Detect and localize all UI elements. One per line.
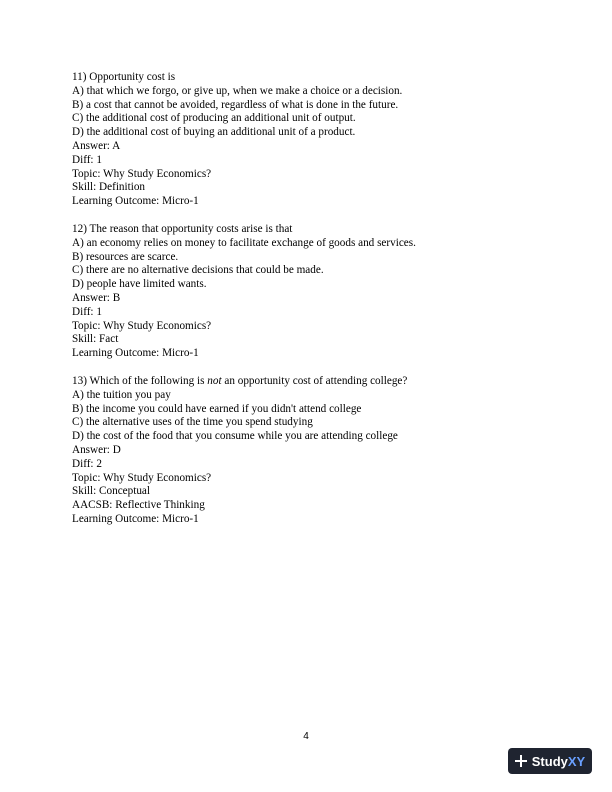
plus-icon [515, 755, 527, 767]
topic-line: Topic: Why Study Economics? [72, 167, 212, 180]
option-a: A) an economy relies on money to facilitate exchange of goods and services. [72, 236, 416, 249]
question-prompt: 11) Opportunity cost is [72, 71, 176, 83]
difficulty-line: Diff: 1 [72, 305, 102, 318]
option-c: C) the alternative uses of the time you spend studying [72, 416, 313, 429]
option-b: B) a cost that cannot be avoided, regardless of what is done in the future. [72, 98, 399, 111]
prompt-end: an opportunity cost of attending college? [221, 375, 408, 387]
answer-line: Answer: D [72, 443, 121, 456]
prompt-start: 13) Which of the following is [72, 375, 208, 387]
option-d: D) the cost of the food that you consume while you are attending college [72, 430, 398, 443]
difficulty-line: Diff: 2 [72, 457, 102, 470]
skill-line: Skill: Conceptual [72, 485, 150, 498]
studyxy-badge[interactable] [508, 748, 592, 774]
option-a: A) the tuition you pay [72, 388, 171, 401]
brand-name [532, 754, 585, 769]
question-11 [72, 71, 532, 209]
question-12 [72, 223, 532, 361]
option-b: B) the income you could have earned if you didn't attend college [72, 402, 362, 415]
topic-line: Topic: Why Study Economics? [72, 471, 212, 484]
option-a: A) that which we forgo, or give up, when we make a choice or a decision. [72, 84, 403, 97]
prompt-emphasis: not [207, 375, 222, 387]
option-d: D) the additional cost of buying an additional unit of a product. [72, 126, 356, 139]
answer-line: Answer: B [72, 291, 121, 304]
brand-name-accent: XY [567, 753, 586, 769]
learning-outcome-line: Learning Outcome: Micro-1 [72, 195, 199, 208]
answer-line: Answer: A [72, 139, 121, 152]
option-c: C) the additional cost of producing an additional unit of output. [72, 112, 356, 125]
brand-name-primary: Study [531, 753, 568, 769]
question-prompt [72, 375, 532, 389]
learning-outcome-line: Learning Outcome: Micro-1 [72, 512, 199, 525]
page-number: 4 [303, 731, 309, 742]
difficulty-line: Diff: 1 [72, 153, 102, 166]
option-d: D) people have limited wants. [72, 278, 207, 291]
option-c: C) there are no alternative decisions that could be made. [72, 264, 324, 277]
skill-line: Skill: Definition [72, 181, 146, 194]
topic-line: Topic: Why Study Economics? [72, 319, 212, 332]
question-prompt: 12) The reason that opportunity costs arise is that [72, 223, 293, 235]
learning-outcome-line: Learning Outcome: Micro-1 [72, 347, 199, 360]
skill-line: Skill: Fact [72, 333, 119, 346]
aacsb-line: AACSB: Reflective Thinking [72, 499, 205, 512]
option-b: B) resources are scarce. [72, 250, 179, 263]
question-13 [72, 375, 532, 527]
